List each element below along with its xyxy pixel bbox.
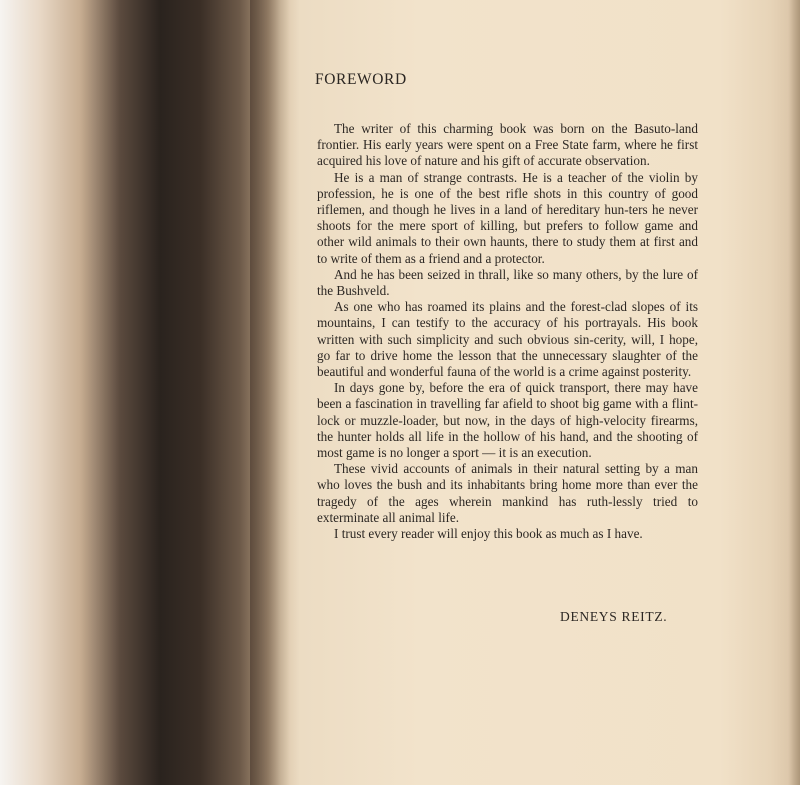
page-edge-shading bbox=[788, 0, 800, 785]
foreword-body bbox=[317, 121, 698, 542]
author-signature: DENEYS REITZ. bbox=[560, 609, 668, 624]
paragraph: In days gone by, before the era of quick transport, there may have been a fascination in travelling far afield to shoot big game with a flint-lock or muzzle-loader, but now, in the days of high-velocity firearms, the hunter holds all life in the hollow of his hand, and the shooting of most game is no longer a sport — it is an execution. bbox=[317, 380, 698, 461]
paragraph: As one who has roamed its plains and the forest-clad slopes of its mountains, I can testify to the accuracy of his portrayals. His book written with such simplicity and such obvious sin-cerity, will, I hope, go far to drive home the lesson that the unnecessary slaughter of the beautiful and wonderful fauna of the world is a crime against posterity. bbox=[317, 299, 698, 380]
foreword-heading: FOREWORD bbox=[315, 71, 407, 88]
paragraph: These vivid accounts of animals in their natural setting by a man who loves the bush and its inhabitants bring home more than ever the tragedy of the ages wherein mankind has ruth-lessly tried to exterminate all animal life. bbox=[317, 461, 698, 525]
paragraph: The writer of this charming book was born on the Basuto-land frontier. His early years were spent on a Free State farm, where he first acquired his love of nature and his gift of accurate observation. bbox=[317, 121, 698, 169]
paragraph: I trust every reader will enjoy this book as much as I have. bbox=[334, 526, 643, 542]
paragraph: And he has been seized in thrall, like so many others, by the lure of the Bushveld. bbox=[317, 266, 698, 299]
paragraph: He is a man of strange contrasts. He is a teacher of the violin by profession, he is one of the best rifle shots in this country of good riflemen, and though he lives in a land of hereditary hun-ters he never shoots for the mere sport of killing, but prefers to follow game and other wild animals to their own haunts, there to study them at first and to write of them as a friend and a protector. bbox=[317, 169, 698, 266]
book-gutter-shadow bbox=[250, 0, 290, 785]
